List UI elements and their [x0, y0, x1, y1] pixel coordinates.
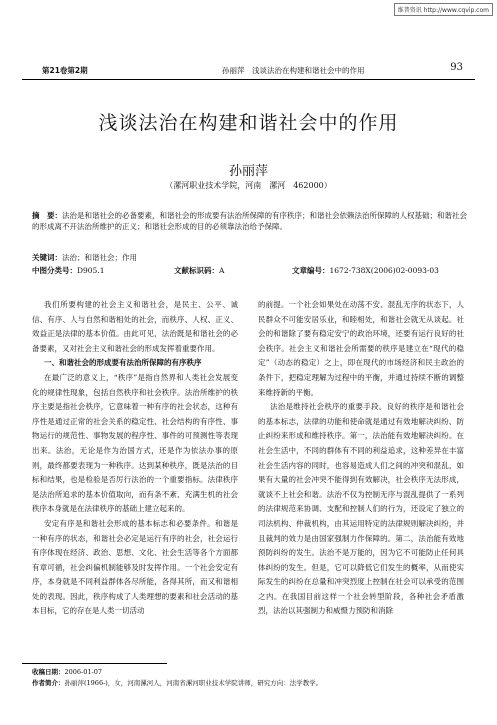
affiliation: （漯河职业技术学院，河南 漯河 462000）: [165, 181, 332, 190]
doc-code-label: 文献标识码：: [174, 266, 219, 275]
received-label: 收稿日期：: [32, 668, 65, 676]
article-number-label: 文章编号：: [292, 266, 330, 275]
body-paragraph: 我们所要构建的社会主义和谐社会，是民主、公平、诚信、有序、人与自然和谐相处的社会，而秩序、人权、正义、效益正是法律的基本价值。由此可见，法治既是和谐社会的必备要素，又对社会主义和谐社会的形成发挥着重要作用。: [32, 300, 238, 353]
body-paragraph: 安定有序是和谐社会形成的基本标志和必要条件。和谐是一种有序的状态，和谐社会必定是运行有序的社会，社会运行有序体现在经济、政治、思想、文化、社会生活等各个方面都有章可循，社会纠偏机制能够及时发挥作用。一个社会安定有序，本身就是不同利益群体各尽所能，各得其所，而又和谐相处的表现。因此，秩序构成了人类理想的要素和社会活动的基本目标，它的存在是人类一切活动: [32, 518, 238, 616]
body-left-column: [32, 298, 238, 619]
clc-number: D905.1: [77, 266, 105, 275]
running-title: 孙丽萍 浅谈法治在构建和谐社会中的作用: [222, 66, 365, 75]
body-paragraph: 法治是维持社会秩序的重要手段。良好的秩序是和谐社会的基本标志，法律的功能和使命就是通过有效地解决纠纷、防止纠纷来形成和维持秩序。第一，法治能有效地解决纠纷。在社会生活中，不同的群体有不同的利益追求，这种差异在丰富社会生活内容的同时，也容易造成人们之间的冲突和混乱，如果有大量的社会冲突不能得到有效解决，社会秩序无法形成，就谈不上社会和谐。法治不仅为控制无序与混乱提供了一系列的法律规范来协调、支配和控制人们的行为，还设定了独立的司法机构、仲裁机构，由其运用特定的法律规则解决纠纷，并且裁判的效力是由国家强制力作保障的。第二，法治能有效地预防纠纷的发生。法治不是万能的，因为它不可能防止任何具体纠纷的发生。但是，它可以降低它们发生的概率，从而使实际发生的纠纷在总量和冲突烈度上控制在社会可以承受的范围之内。在我国目前这样一个社会转型阶段，各种社会矛盾激烈，法治以其强制力和威慑力预防和消除: [258, 402, 464, 616]
clc-label: 中图分类号：: [32, 266, 77, 275]
header-rule: [22, 79, 475, 80]
classification-row: [32, 265, 472, 276]
watermark: 维普资讯 http://www.cqvip.com: [394, 3, 493, 16]
author-bio: 孙丽萍(1966-)，女，河南漯河人，河南省漯河职业技术学院讲师，研究方向：法学教学。: [64, 679, 323, 687]
running-header: [22, 63, 475, 77]
doc-code: A: [219, 266, 225, 275]
body-paragraph: 的前提。一个社会如果处在动荡不安、混乱无序的状态下，人民群众不可能安居乐业，和睦相处，和谐社会就无从谈起。社会的和谐除了要有稳定安宁的政治环境，还要有运行良好的社会秩序。社会主义和谐社会所需要的秩序是建立在“现代的稳定”（动态的稳定）之上，即在现代的市场经济和民主政治的条件下，把稳定理解为过程中的平衡，并通过持续不断的调整来维持新的平衡。: [258, 300, 464, 397]
page-number: 93: [450, 62, 463, 73]
abstract-text: 法治是和谐社会的必备要素，和谐社会的形成要有法治所保障的有序秩序；和谐社会依赖法治所保障的人权基础；和谐社会的形成离不开法治所维护的正义；和谐社会形成的目的必须靠法治给予保障。: [32, 211, 467, 231]
keywords: [32, 252, 137, 263]
author-name: 孙丽萍: [228, 164, 268, 179]
section-heading: 一、和谐社会的形成要有法治所保障的有序秩序: [44, 358, 202, 368]
received-date: 2006-01-07: [64, 668, 102, 676]
body-right-column: [258, 298, 464, 619]
author-bio-label: 作者简介：: [32, 679, 65, 687]
keywords-label: 关键词：: [32, 253, 62, 262]
footnote: [32, 667, 470, 689]
paper-title: 浅谈法治在构建和谐社会中的作用: [98, 112, 399, 134]
abstract-label: 摘 要：: [32, 211, 62, 220]
footnote-rule: [22, 663, 167, 664]
article-number: 1672-738X(2006)02-0093-03: [329, 266, 439, 275]
keywords-text: 法治；和谐社会；作用: [62, 253, 137, 262]
body-paragraph: 在最广泛的意义上，“秩序”是指自然界和人类社会发展变化的规律性现象，包括自然秩序和社会秩序。法治所维护的秩序主要是指社会秩序，它意味着一种有序的社会状态，这种有序性是通过正常的社会关系的稳定性、社会结构的有序性、事物运行的规范性、事物发展的程序性、事件的可预测性等表现出来。法治，无论是作为治国方式，还是作为依法办事的原则，最终都要表现为一种秩序。达到某种秩序，既是法治的目标和结果，也是检验是否厉行法治的一个重要指标。法律秩序是法治所追求的基本价值取向，而有条不紊、充满生机的社会秩序本身就是在法律秩序的基础上建立起来的。: [32, 372, 238, 514]
abstract: [32, 210, 470, 232]
volume-issue: 第21卷第2期: [42, 66, 88, 75]
